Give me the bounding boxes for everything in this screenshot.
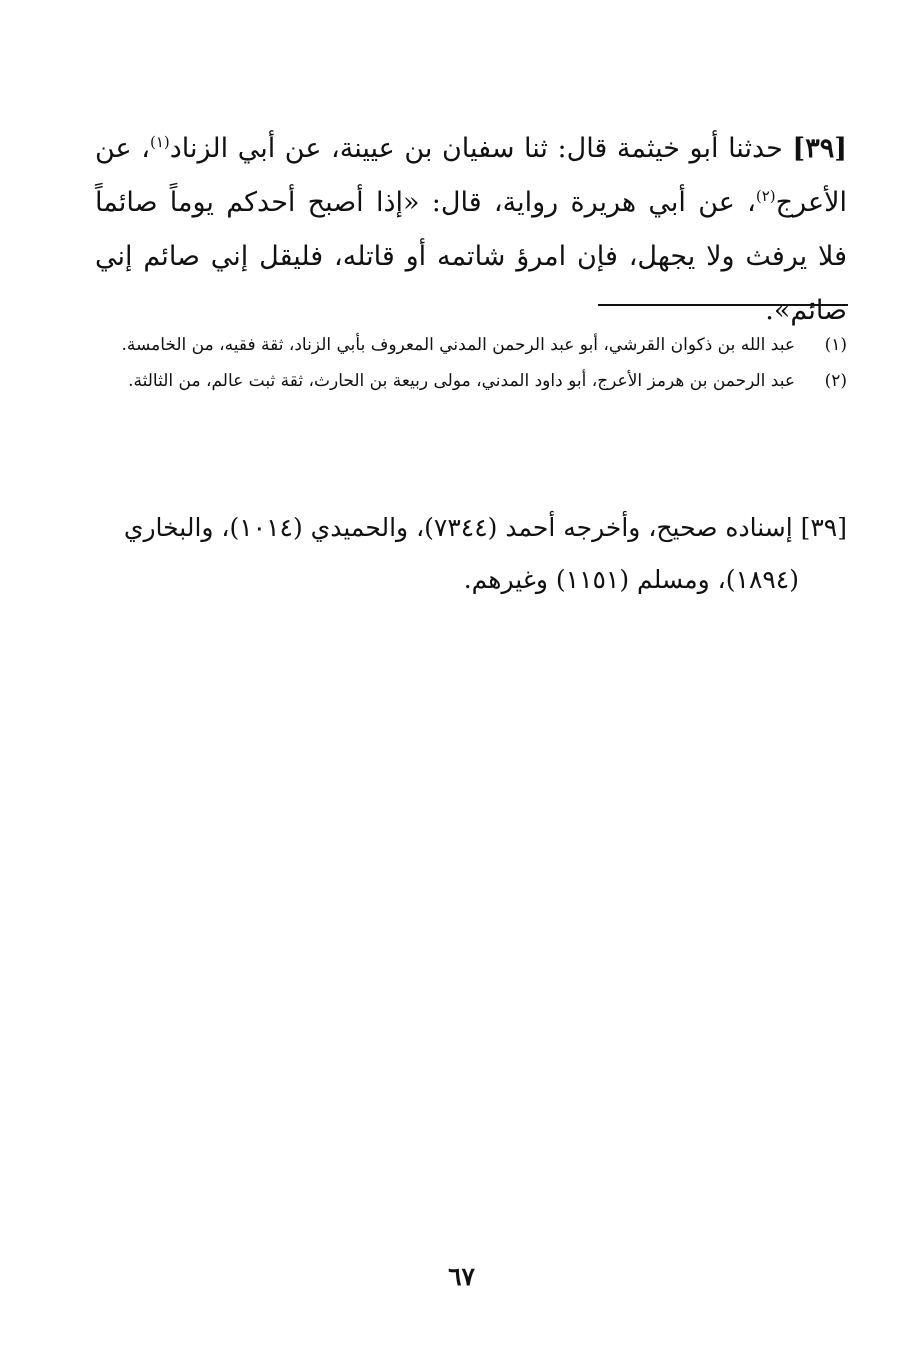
footnote-1: [95, 328, 847, 363]
takhrij-line-1: [٣٩] إسناده صحيح، وأخرجه أحمد (٧٣٤٤)، والحميدي (١٠١٤)، والبخاري: [123, 513, 847, 542]
hadith-number: [٣٩]: [792, 133, 847, 164]
footnote-ref-2[interactable]: (٢): [755, 187, 776, 205]
footnote-number: (١): [824, 335, 847, 355]
hadith-matn: ، عن أبي هريرة رواية، قال: «إذا أصبح أحدكم يوماً صائماً فلا يرفث ولا يجهل، فإن امرؤ شاتمه أو قاتله، فليقل إني صائم إني صائم».: [95, 187, 847, 326]
footnote-2: [95, 364, 847, 399]
footnote-number: (٢): [824, 371, 847, 391]
hadith-isnad-middle: ، عن الأعرج: [95, 133, 847, 218]
footnote-text: عبد الرحمن بن هرمز الأعرج، أبو داود المدني، مولى ربيعة بن الحارث، ثقة ثبت عالم، من الثالثة.: [128, 371, 795, 391]
takhrij-line-2: (١٨٩٤)، ومسلم (١١٥١) وغيرهم.: [463, 565, 799, 594]
page-number: ٦٧: [448, 1262, 475, 1291]
footnote-separator: [598, 304, 848, 306]
takhrij-section: [95, 502, 847, 606]
hadith-isnad-start: حدثنا أبو خيثمة قال: ثنا سفيان بن عيينة، عن أبي الزناد: [169, 133, 783, 164]
footnote-text: عبد الله بن ذكوان القرشي، أبو عبد الرحمن المدني المعروف بأبي الزناد، ثقة فقيه، من الخامسة.: [121, 335, 795, 355]
footnote-ref-1[interactable]: (١): [149, 133, 170, 151]
footnotes: [95, 328, 847, 400]
